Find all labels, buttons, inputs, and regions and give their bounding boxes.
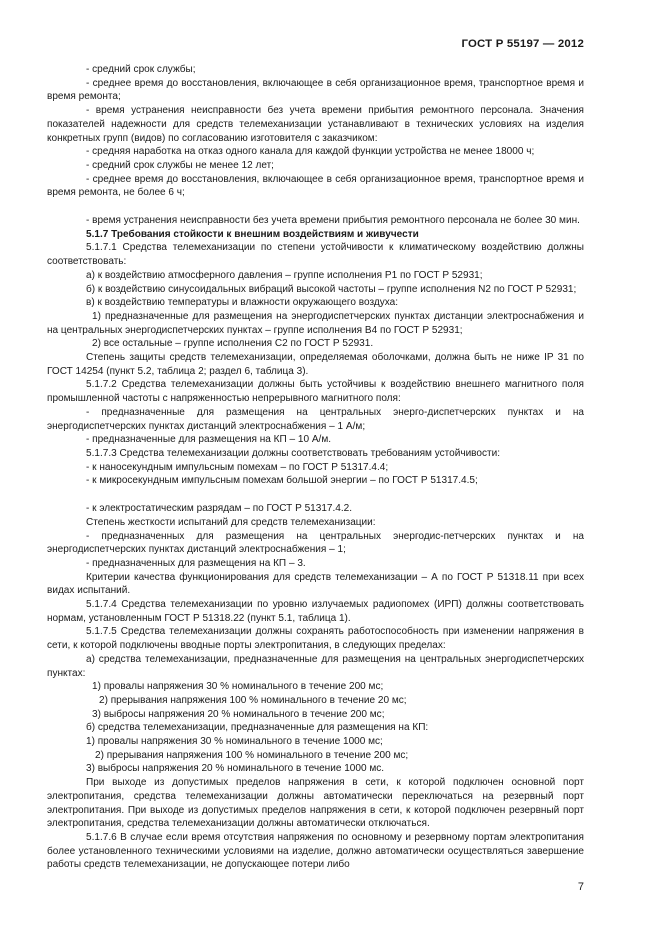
paragraph: 5.1.7.1 Средства телемеханизации по степени устойчивости к климатическому воздействию должны соответствовать: (47, 242, 584, 268)
paragraph: - средняя наработка на отказ одного канала для каждой функции устройства не менее 18000 ч; (86, 146, 535, 158)
paragraph: 3) выбросы напряжения 20 % номинального в течение 200 мс; (92, 708, 385, 720)
document-body (47, 63, 584, 872)
paragraph: 5.1.7.6 В случае если время отсутствия напряжения по основному и резервному портам электропитания более установленного техническими условиями на изделие, должно автоматически осуществляться завершение работы средств телемеханизации, не допускающее потери либо (47, 831, 584, 871)
paragraph: 5.1.7.3 Средства телемеханизации должны соответствовать требованиям устойчивости: (86, 447, 501, 459)
paragraph: в) к воздействию температуры и влажности окружающего воздуха: (86, 297, 399, 309)
paragraph: 2) прерывания напряжения 100 % номинального в течение 200 мс; (95, 749, 409, 761)
paragraph: - время устранения неисправности без учета времени прибытия ремонтного персонала не более 30 мин. (86, 215, 580, 227)
paragraph: Критерии качества функционирования для средств телемеханизации – А по ГОСТ Р 51318.11 при всех видах испытаний. (47, 571, 584, 597)
paragraph: 5.1.7.4 Средства телемеханизации по уровню излучаемых радиопомех (ИРП) должны соответствовать нормам, установленным ГОСТ Р 51318.22 (пункт 5.1, таблица 1). (47, 599, 584, 624)
paragraph: При выходе из допустимых пределов напряжения в сети, к которой подключен основной порт электропитания, средства телемеханизации должны автоматически переключаться на резервный порт электропитания. При выходе из допустимых пределов напряжения в сети, к которой подключен резервный порт электропитания, средства телемеханизации должны автоматически отключаться. (47, 777, 584, 830)
paragraph: - среднее время до восстановления, включающее в себя организационное время, транспортное время и время ремонта, не более 6 ч; (47, 173, 584, 199)
paragraph: б) к воздействию синусоидальных вибраций высокой частоты – группе исполнения N2 по ГОСТ Р 52931; (86, 283, 577, 295)
paragraph: а) средства телемеханизации, предназначенные для размещения на центральных энергодиспетчерских пунктах: (47, 653, 584, 679)
paragraph: 3) выбросы напряжения 20 % номинального в течение 1000 мс. (86, 763, 385, 775)
page-number: 7 (577, 881, 584, 893)
paragraph: - предназначенных для размещения на КП – 3. (86, 557, 306, 569)
paragraph: - предназначенные для размещения на центральных энерго-диспетчерских пунктах и на энергодиспетчерских пунктах дистанций электроснабжения – 1 А/м; (47, 406, 584, 432)
paragraph: - предназначенные для размещения на КП – 10 А/м. (86, 434, 332, 446)
paragraph: - средний срок службы; (86, 64, 196, 75)
paragraph: - к микросекундным импульсным помехам большой энергии – по ГОСТ Р 51317.4.5; (86, 475, 478, 487)
paragraph: 2) прерывания напряжения 100 % номинального в течение 20 мс; (99, 694, 407, 706)
paragraph: - средний срок службы не менее 12 лет; (86, 159, 274, 171)
paragraph: 1) предназначенные для размещения на энергодиспетчерских пунктах дистанции электроснабжения и на центральных энергодиспетчерских пунктах – группе исполнения В4 по ГОСТ Р 52931; (47, 310, 584, 336)
paragraph: Степень защиты средств телемеханизации, определяемая оболочками, должна быть не ниже IP 31 по ГОСТ 14254 (пункт 5.2, таблица 2; раздел 6, таблица 3). (47, 352, 584, 377)
paragraph: Степень жесткости испытаний для средств телемеханизации: (86, 516, 376, 528)
paragraph: 1) провалы напряжения 30 % номинального в течение 200 мс; (92, 681, 384, 693)
paragraph: - предназначенных для размещения на центральных энергодис-петчерских пунктах и на энергодиспетчерских пунктах дистанций электроснабжения – 1; (47, 530, 584, 556)
paragraph: - время устранения неисправности без учета времени прибытия ремонтного персонала. Значения показателей надежности для средств телемеханизации устанавливают в технических условиях на изделия конкретных групп (видов) по согласованию изготовителя с заказчиком: (47, 105, 584, 144)
paragraph: 2) все остальные – группе исполнения С2 по ГОСТ Р 52931. (92, 338, 374, 350)
paragraph: - к электростатическим разрядам – по ГОСТ Р 51317.4.2. (86, 503, 353, 515)
paragraph: 5.1.7.5 Средства телемеханизации должны сохранять работоспособность при изменении напряжения в сети, к которой подключены вводные порты электропитания, в следующих пределах: (47, 626, 584, 652)
section-heading: 5.1.7 Требования стойкости к внешним воздействиям и живучести (86, 228, 419, 240)
paragraph: б) средства телемеханизации, предназначенные для размещения на КП: (86, 722, 429, 734)
paragraph: - среднее время до восстановления, включающее в себя организационное время, транспортное время и время ремонта; (47, 77, 584, 103)
blank-line (47, 200, 584, 214)
blank-line (47, 488, 584, 502)
paragraph: - к наносекундным импульсным помехам – по ГОСТ Р 51317.4.4; (86, 461, 389, 473)
standard-header: ГОСТ Р 55197 — 2012 (461, 38, 584, 50)
paragraph: а) к воздействию атмосферного давления – группе исполнения Р1 по ГОСТ Р 52931; (86, 269, 483, 281)
paragraph: 5.1.7.2 Средства телемеханизации должны быть устойчивы к воздействию внешнего магнитного поля промышленной частоты с напряженностью непрерывного магнитного поля: (47, 379, 584, 405)
paragraph: 1) провалы напряжения 30 % номинального в течение 1000 мс; (86, 736, 383, 748)
